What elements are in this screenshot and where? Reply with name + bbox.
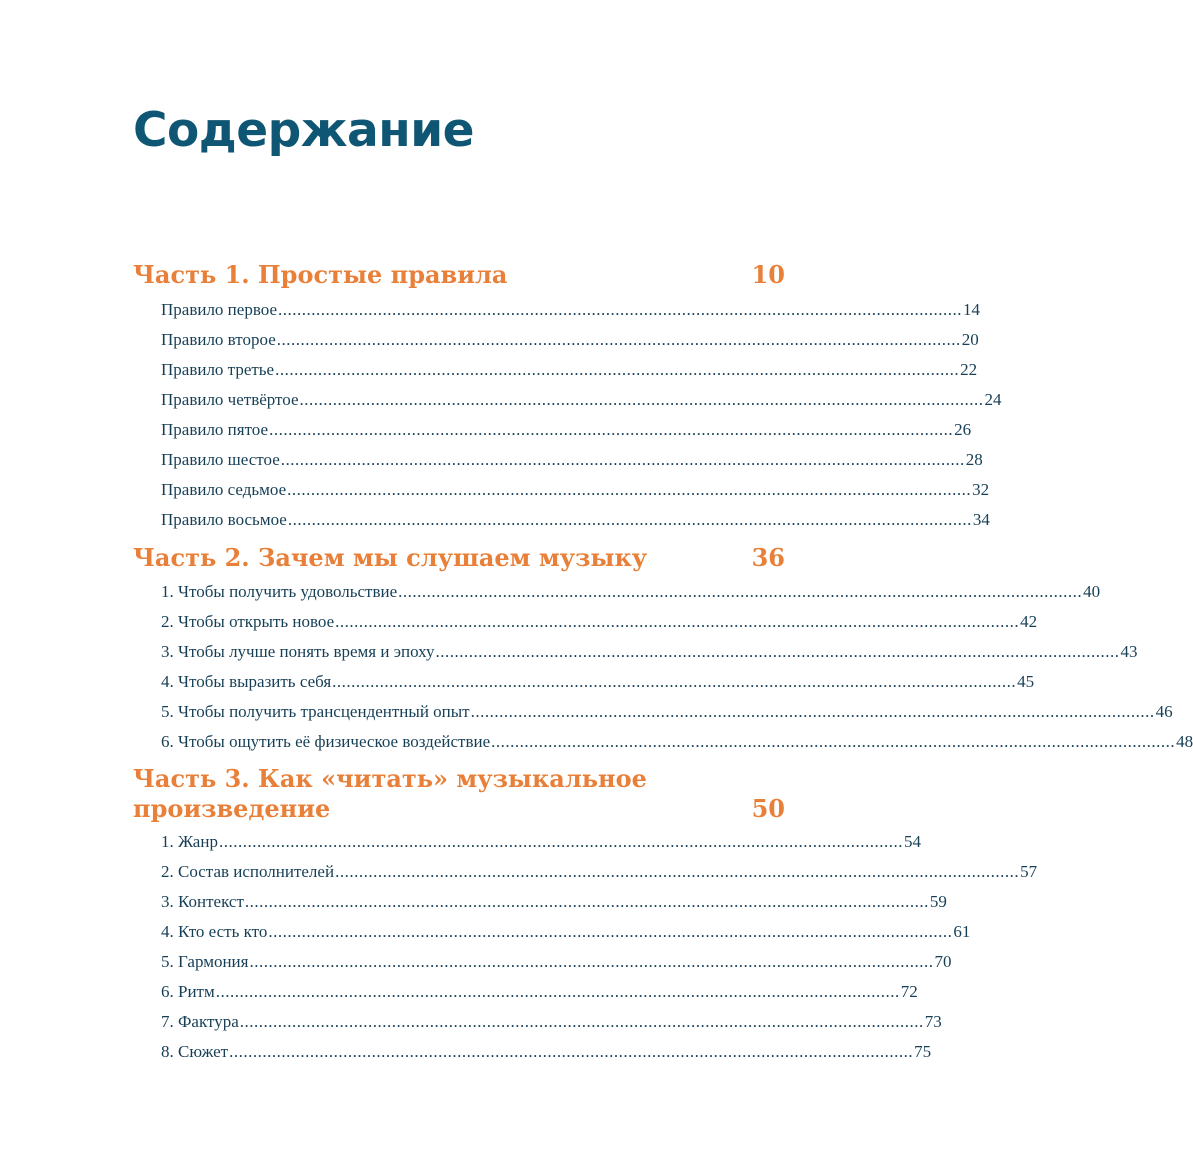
toc-entry[interactable]	[161, 300, 980, 324]
entry-page-number: 45	[1017, 672, 1035, 691]
entry-label: Правило седьмое	[161, 480, 287, 499]
toc-entry[interactable]	[161, 1042, 932, 1066]
toc-entry[interactable]	[161, 612, 1038, 636]
entry-label: Правило пятое	[161, 420, 269, 439]
entry-page-number: 48	[1176, 732, 1193, 751]
entry-page-number: 28	[965, 450, 983, 469]
toc-part-3[interactable]	[133, 764, 785, 824]
toc-entry[interactable]	[161, 420, 972, 444]
toc-entry[interactable]	[161, 732, 1193, 756]
dot-leader: ................................................................................................................................................	[470, 702, 1155, 721]
dot-leader: ................................................................................................................................................	[239, 1012, 924, 1031]
dot-leader: ................................................................................................................................................	[268, 922, 953, 941]
entry-page-number: 61	[953, 922, 971, 941]
toc-part-2[interactable]	[133, 543, 785, 573]
part-page-number: 36	[751, 543, 785, 572]
toc-entry[interactable]	[161, 360, 978, 384]
entry-label: 5. Гармония	[161, 952, 249, 971]
entry-label: 8. Сюжет	[161, 1042, 229, 1061]
dot-leader: ................................................................................................................................................	[269, 420, 954, 439]
toc-entry[interactable]	[161, 450, 983, 474]
entry-label: 4. Чтобы выразить себя	[161, 672, 332, 691]
entry-page-number: 26	[954, 420, 972, 439]
toc-entry[interactable]	[161, 672, 1035, 696]
part-title: Часть 1. Простые правила	[133, 260, 508, 289]
entry-page-number: 46	[1155, 702, 1173, 721]
entry-label: 1. Чтобы получить удовольствие	[161, 582, 398, 601]
entry-page-number: 42	[1020, 612, 1038, 631]
part-title-line-2: произведение	[133, 794, 331, 823]
dot-leader: ................................................................................................................................................	[229, 1042, 914, 1061]
entry-page-number: 14	[963, 300, 980, 319]
entry-label: Правило четвёртое	[161, 390, 299, 409]
entry-page-number: 20	[961, 330, 979, 349]
entry-page-number: 40	[1083, 582, 1101, 601]
part-title-line-1: Часть 3. Как «читать» музыкальное	[133, 764, 647, 793]
dot-leader: ................................................................................................................................................	[287, 510, 972, 529]
entry-page-number: 72	[900, 982, 918, 1001]
toc-entry[interactable]	[161, 330, 979, 354]
toc-entry[interactable]	[161, 952, 952, 976]
entry-page-number: 54	[903, 832, 921, 851]
entry-label: Правило восьмое	[161, 510, 287, 529]
toc-entry[interactable]	[161, 510, 990, 534]
entry-label: Правило второе	[161, 330, 276, 349]
entry-label: 3. Контекст	[161, 892, 244, 911]
dot-leader: ................................................................................................................................................	[287, 480, 972, 499]
entry-label: 2. Состав исполнителей	[161, 862, 335, 881]
toc-part-1[interactable]	[133, 260, 785, 290]
dot-leader: ................................................................................................................................................	[218, 832, 903, 851]
part-page-number: 10	[751, 260, 785, 289]
entry-page-number: 57	[1020, 862, 1038, 881]
toc-entry[interactable]	[161, 480, 990, 504]
entry-label: 4. Кто есть кто	[161, 922, 268, 941]
toc-entry[interactable]	[161, 1012, 942, 1036]
dot-leader: ................................................................................................................................................	[335, 862, 1020, 881]
dot-leader: ................................................................................................................................................	[215, 982, 900, 1001]
toc-entry[interactable]	[161, 390, 1002, 414]
dot-leader: ................................................................................................................................................	[299, 390, 984, 409]
dot-leader: ................................................................................................................................................	[276, 330, 961, 349]
toc-entry[interactable]	[161, 862, 1038, 886]
toc-entry[interactable]	[161, 642, 1138, 666]
entry-label: 6. Чтобы ощутить её физическое воздействие	[161, 732, 491, 751]
entry-label: 2. Чтобы открыть новое	[161, 612, 335, 631]
entry-label: 7. Фактура	[161, 1012, 239, 1031]
dot-leader: ................................................................................................................................................	[278, 300, 962, 319]
dot-leader: ................................................................................................................................................	[398, 582, 1083, 601]
entry-label: 1. Жанр	[161, 832, 218, 851]
entry-page-number: 70	[934, 952, 952, 971]
entry-page-number: 34	[972, 510, 990, 529]
dot-leader: ................................................................................................................................................	[244, 892, 929, 911]
toc-entry[interactable]	[161, 922, 971, 946]
part-page-number: 50	[751, 794, 785, 823]
dot-leader: ................................................................................................................................................	[335, 612, 1020, 631]
page-title: Содержание	[133, 103, 475, 158]
entry-label: Правило первое	[161, 300, 277, 319]
dot-leader: ................................................................................................................................................	[275, 360, 960, 379]
entry-label: Правило третье	[161, 360, 275, 379]
entry-label: 3. Чтобы лучше понять время и эпоху	[161, 642, 435, 661]
toc-entry[interactable]	[161, 982, 918, 1006]
dot-leader: ................................................................................................................................................	[249, 952, 934, 971]
dot-leader: ................................................................................................................................................	[435, 642, 1120, 661]
entry-label: 6. Ритм	[161, 982, 215, 1001]
toc-entry[interactable]	[161, 832, 921, 856]
part-title: Часть 2. Зачем мы слушаем музыку	[133, 543, 648, 572]
entry-label: Правило шестое	[161, 450, 280, 469]
dot-leader: ................................................................................................................................................	[491, 732, 1176, 751]
entry-page-number: 32	[972, 480, 990, 499]
entry-page-number: 59	[929, 892, 947, 911]
entry-label: 5. Чтобы получить трансцендентный опыт	[161, 702, 470, 721]
toc-entry[interactable]	[161, 892, 947, 916]
entry-page-number: 73	[924, 1012, 942, 1031]
entry-page-number: 75	[914, 1042, 932, 1061]
entry-page-number: 22	[960, 360, 978, 379]
dot-leader: ................................................................................................................................................	[280, 450, 965, 469]
entry-page-number: 43	[1120, 642, 1138, 661]
entry-page-number: 24	[984, 390, 1002, 409]
dot-leader: ................................................................................................................................................	[332, 672, 1017, 691]
toc-entry[interactable]	[161, 582, 1101, 606]
toc-entry[interactable]	[161, 702, 1173, 726]
